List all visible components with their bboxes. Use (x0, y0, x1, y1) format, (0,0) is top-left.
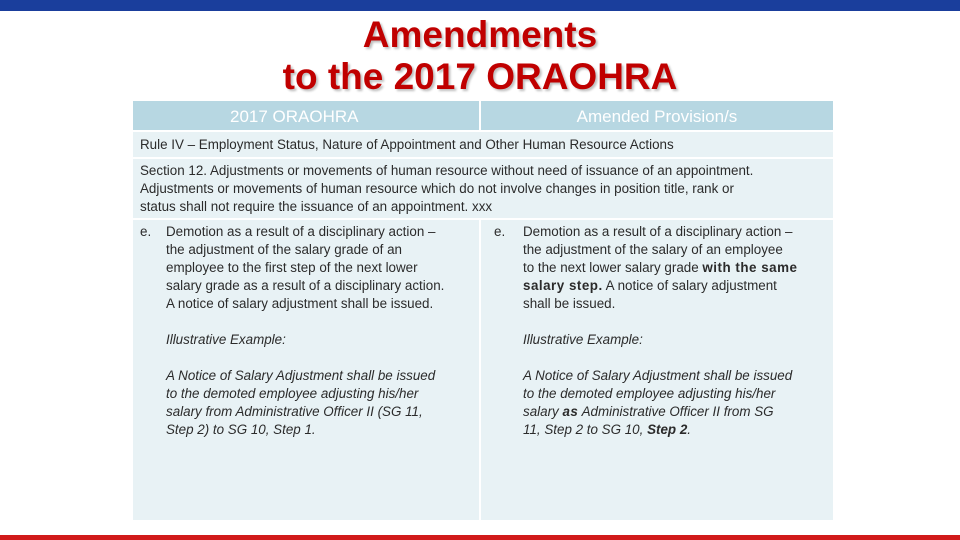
amended-example-line-4 (523, 421, 792, 439)
amended-example-line-3-pre: salary (523, 404, 563, 419)
amended-demotion-text (523, 223, 797, 313)
amended-line-5: shall be issued. (523, 296, 616, 311)
section-line-2: Adjustments or movements of human resource which do not involve changes in position title, rank or (140, 181, 734, 196)
original-example-line-4: Step 2) to SG 10, Step 1. (166, 422, 316, 437)
amended-item-label-e: e. (494, 224, 506, 239)
amended-provision-cell (481, 220, 833, 520)
step-2-emphasis: Step 2 (647, 422, 688, 437)
original-example-line-3: salary from Administrative Officer II (SG 11, (166, 404, 423, 419)
title-line-1: Amendments (362, 14, 598, 55)
salary-step-emphasis: salary step. (523, 278, 603, 293)
original-line-1: Demotion as a result of a disciplinary action – (166, 224, 436, 239)
original-example-line-2: to the demoted employee adjusting his/her (166, 386, 419, 401)
amended-example-line-3 (523, 403, 792, 421)
original-line-2: the adjustment of the salary grade of an (166, 242, 402, 257)
original-example-text (166, 367, 435, 439)
amended-example-line-1: A Notice of Salary Adjustment shall be issued (523, 368, 793, 383)
amended-example-line-3-post: Administrative Officer II from SG (578, 404, 774, 419)
amended-line-4-text: A notice of salary adjustment (602, 278, 777, 293)
bottom-accent-bar (0, 535, 960, 540)
original-line-4: salary grade as a result of a disciplinary action. (166, 278, 445, 293)
section-line-3: status shall not require the issuance of an appointment. xxx (140, 199, 493, 214)
amended-example-heading: Illustrative Example: (523, 332, 643, 347)
item-label-e: e. (140, 224, 152, 239)
rule-row: Rule IV – Employment Status, Nature of Appointment and Other Human Resource Actions (133, 132, 833, 157)
amended-line-2: the adjustment of the salary of an employee (523, 242, 783, 257)
original-example-line-1: A Notice of Salary Adjustment shall be issued (166, 368, 436, 383)
section-12-row (133, 159, 833, 218)
as-emphasis: as (562, 404, 579, 419)
original-line-3: employee to the first step of the next lower (166, 260, 418, 275)
header-2017-oraohra: 2017 ORAOHRA (133, 101, 479, 130)
with-same-emphasis: with the same (702, 260, 798, 275)
section-line-1: Section 12. Adjustments or movements of human resource without need of issuance of an appointment. (140, 163, 754, 178)
amended-example-line-2: to the demoted employee adjusting his/her (523, 386, 776, 401)
original-provision-cell (133, 220, 479, 520)
title-line-2: to the 2017 ORAOHRA (282, 56, 678, 97)
original-example-heading: Illustrative Example: (166, 332, 286, 347)
top-accent-bar (0, 0, 960, 11)
header-amended-provisions: Amended Provision/s (481, 101, 833, 130)
amended-line-3-text: to the next lower salary grade (523, 260, 703, 275)
original-demotion-text (166, 223, 444, 313)
amended-example-line-4-post: . (687, 422, 691, 437)
amendments-table (133, 101, 833, 520)
amended-example-text (523, 367, 792, 439)
amended-example-line-4-pre: 11, Step 2 to SG 10, (523, 422, 648, 437)
amended-line-1: Demotion as a result of a disciplinary action – (523, 224, 793, 239)
slide-title (180, 14, 780, 98)
amended-line-4 (523, 277, 797, 295)
amended-line-3 (523, 259, 797, 277)
original-line-5: A notice of salary adjustment shall be issued. (166, 296, 434, 311)
